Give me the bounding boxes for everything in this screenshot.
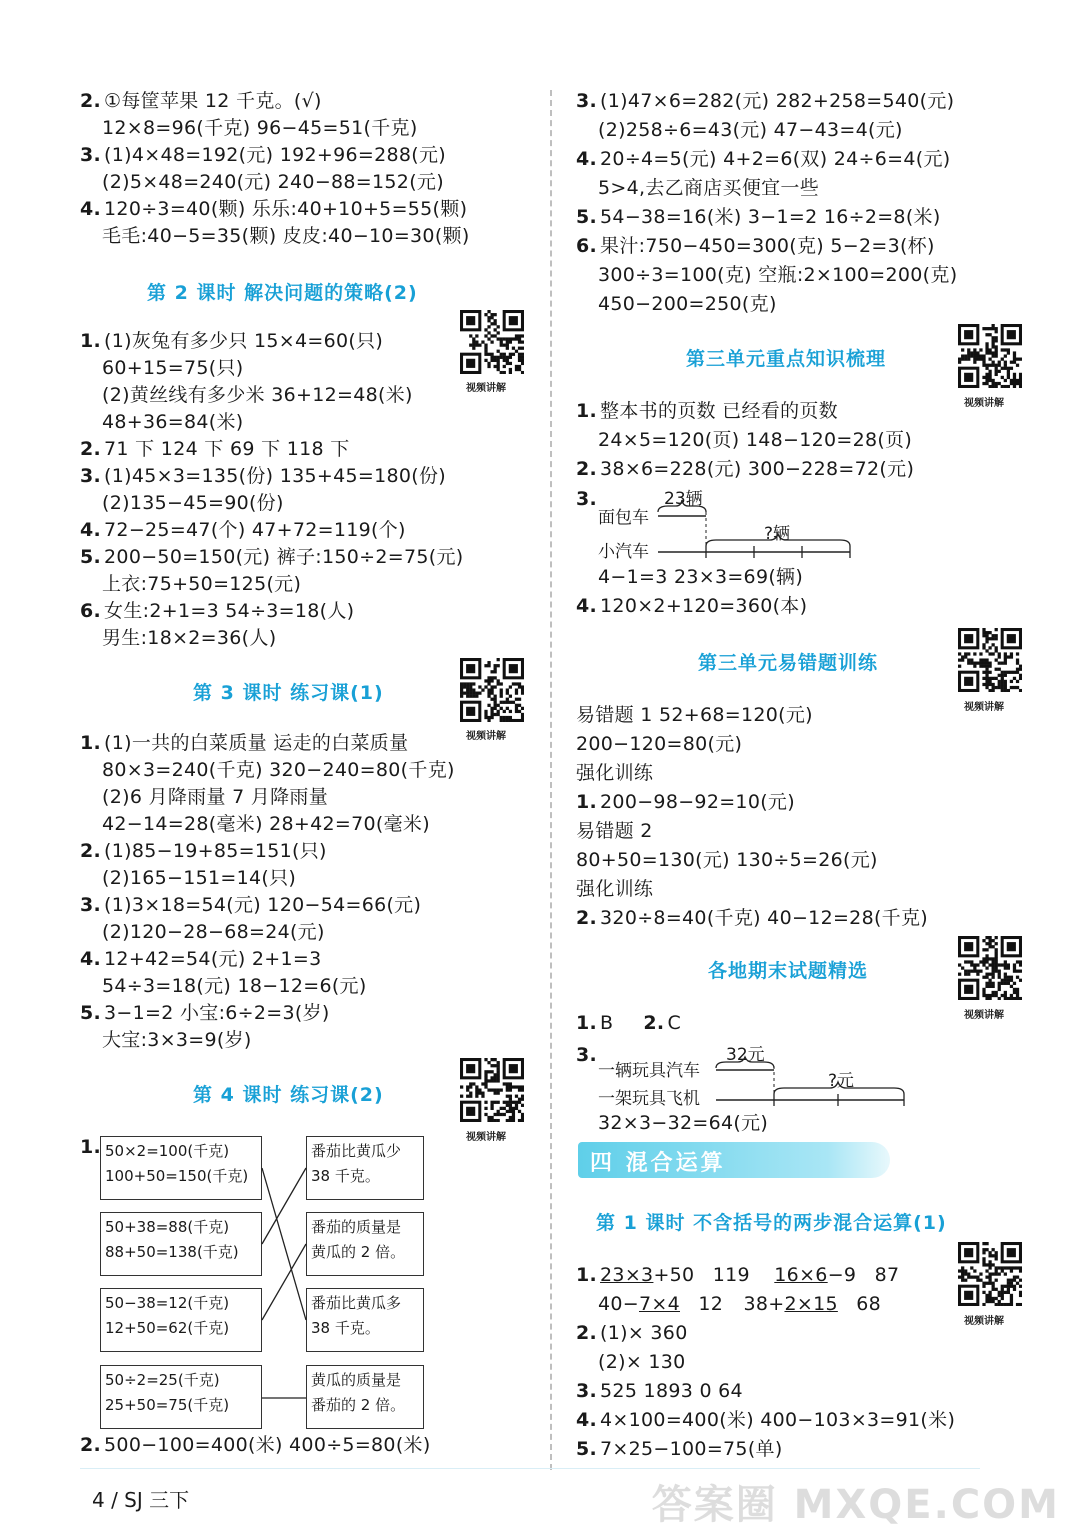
- page-footer: 4 / SJ 三下: [92, 1488, 190, 1512]
- answer-text: (2)165−151=14(只): [102, 867, 297, 889]
- answer-text: 12+42=54(元) 2+1=3: [104, 948, 322, 970]
- answer-text: ①每筐苹果 12 千克。(√): [104, 90, 322, 112]
- answer-text: 54÷3=18(元) 18−12=6(元): [102, 975, 367, 997]
- question-number: 4.: [576, 595, 598, 617]
- answer-text: 200−98−92=10(元): [600, 791, 795, 813]
- answer-text: (1)灰兔有多少只 15×4=60(只): [104, 330, 384, 352]
- answer-line: [576, 1407, 955, 1433]
- finals-answers: 1. B 2. C: [576, 1012, 682, 1034]
- u4-q1-row1: 1. 23×3+50 119 16×6−9 87: [576, 1264, 900, 1286]
- right-match-box: 番茄比黄瓜少 38 千克。: [306, 1136, 424, 1200]
- question-number: 1.: [80, 330, 102, 352]
- answer-line: [576, 1436, 783, 1462]
- watermark: 答案圈 MXQE.COM: [651, 1482, 1060, 1528]
- question-number: 5.: [576, 1438, 598, 1460]
- question-number: 1.: [80, 1136, 102, 1158]
- u4-q1-row2: 40−7×4 12 38+2×15 68: [598, 1293, 881, 1315]
- answer-text: (2)6 月降雨量 7 月降雨量: [102, 786, 329, 808]
- question-number: 2.: [576, 1322, 598, 1344]
- question-number: 3.: [80, 465, 102, 487]
- qr-caption: 视频讲解: [964, 702, 1004, 713]
- left-match-box: 50−38=12(千克) 12+50=62(千克): [100, 1288, 262, 1352]
- unit3-summary-title: 第三单元重点知识梳理: [686, 348, 887, 370]
- question-number: 3.: [80, 144, 102, 166]
- question-number: 6.: [80, 600, 102, 622]
- lesson4-title: 第 4 课时 练习课(2): [193, 1084, 384, 1106]
- answer-text: 整本书的页数 已经看的页数: [600, 400, 838, 422]
- answer-text: (2)135−45=90(份): [102, 492, 284, 514]
- answer-text: 强化训练: [576, 762, 654, 784]
- question-number: 2.: [80, 438, 102, 460]
- unit4-lesson1-title: 第 1 课时 不含括号的两步混合运算(1): [596, 1212, 947, 1234]
- answer-text: 525 1893 0 64: [600, 1380, 743, 1402]
- question-number: 3.: [576, 488, 598, 510]
- answer-text: 120×2+120=360(本): [600, 595, 808, 617]
- answer-text: (1)47×6=282(元) 282+258=540(元): [600, 90, 955, 112]
- lesson3-title: 第 3 课时 练习课(1): [193, 682, 384, 704]
- answer-text: 80+50=130(元) 130÷5=26(元): [576, 849, 878, 871]
- answer-text: 3−1=2 小宝:6÷2=3(岁): [104, 1002, 330, 1024]
- answer-text: 54−38=16(米) 3−1=2 16÷2=8(米): [600, 206, 941, 228]
- qr-caption: 视频讲解: [964, 1316, 1004, 1327]
- answer-text: 12×8=96(千克) 96−45=51(千克): [102, 117, 418, 139]
- answer-text: (1)一共的白菜质量 运走的白菜质量: [104, 732, 409, 754]
- question-number: 2.: [576, 458, 598, 480]
- answer-text: 200−50=150(元) 裤子:150÷2=75(元): [104, 546, 464, 568]
- answer-text: 7×25−100=75(单): [600, 1438, 783, 1460]
- answer-text: (2)258÷6=43(元) 47−43=4(元): [598, 119, 903, 141]
- answer-text: 24×5=120(页) 148−120=28(页): [598, 429, 913, 451]
- answer-text: 60+15=75(只): [102, 357, 244, 379]
- answer-text: 4−1=3 23×3=69(辆): [598, 566, 804, 588]
- diagram-row2-label: 小汽车: [598, 542, 649, 562]
- question-number: 1.: [80, 732, 102, 754]
- diagram-row1-label: 面包车: [598, 508, 649, 528]
- answer-text: 300÷3=100(克) 空瓶:2×100=200(克): [598, 264, 958, 286]
- answer-text: (2)5×48=240(元) 240−88=152(元): [102, 171, 444, 193]
- answer-text: 500−100=400(米) 400÷5=80(米): [104, 1434, 431, 1456]
- answer-text: 男生:18×2=36(人): [102, 627, 277, 649]
- question-number: 3.: [576, 1044, 598, 1066]
- left-match-box: 50+38=88(千克) 88+50=138(千克): [100, 1212, 262, 1276]
- left-match-box: 50×2=100(千克) 100+50=150(千克): [100, 1136, 262, 1200]
- question-number: 5.: [576, 206, 598, 228]
- question-number: 4.: [576, 1409, 598, 1431]
- footer-rule: [80, 1468, 980, 1469]
- answer-text: 320÷8=40(千克) 40−12=28(千克): [600, 907, 928, 929]
- question-number: 5.: [80, 546, 102, 568]
- qr-caption: 视频讲解: [466, 383, 506, 394]
- left-match-box: 50÷2=25(千克) 25+50=75(千克): [100, 1365, 262, 1429]
- answer-text: 71 下 124 下 69 下 118 下: [104, 438, 350, 460]
- answer-text: 果汁:750−450=300(克) 5−2=3(杯): [600, 235, 935, 257]
- question-number: 5.: [80, 1002, 102, 1024]
- question-number: 3.: [80, 894, 102, 916]
- question-number: 2.: [80, 1434, 102, 1456]
- finals-title: 各地期末试题精选: [708, 960, 869, 982]
- qr-caption: 视频讲解: [466, 731, 506, 742]
- diagram-top-label: 32元: [726, 1045, 765, 1065]
- answer-text: (2)120−28−68=24(元): [102, 921, 325, 943]
- finals-answer-line: 32×3−32=64(元): [598, 1112, 769, 1134]
- question-number: 4.: [576, 148, 598, 170]
- answer-text: 4×100=400(米) 400−103×3=91(米): [600, 1409, 956, 1431]
- answer-text: 200−120=80(元): [576, 733, 743, 755]
- diagram-mid-label: ?元: [828, 1071, 855, 1091]
- answer-line: [576, 1378, 743, 1404]
- answer-text: 20÷4=5(元) 4+2=6(双) 24÷6=4(元): [600, 148, 951, 170]
- right-match-box: 番茄的质量是 黄瓜的 2 倍。: [306, 1212, 424, 1276]
- diagram-row1-label: 一辆玩具汽车: [598, 1061, 700, 1081]
- qr-code-icon[interactable]: [958, 1242, 1022, 1306]
- diagram-top-label: 23辆: [664, 489, 703, 509]
- unit3-errors-title: 第三单元易错题训练: [698, 652, 879, 674]
- question-number: 1.: [576, 400, 598, 422]
- qr-caption: 视频讲解: [964, 398, 1004, 409]
- answer-text: 42−14=28(毫米) 28+42=70(毫米): [102, 813, 430, 835]
- question-number: 4.: [80, 198, 102, 220]
- answer-text: 5>4,去乙商店买便宜一些: [598, 177, 820, 199]
- answer-text: 大宝:3×3=9(岁): [102, 1029, 252, 1051]
- answer-text: 女生:2+1=3 54÷3=18(人): [104, 600, 355, 622]
- question-number: 2.: [576, 907, 598, 929]
- answer-line: [576, 1320, 688, 1346]
- answer-text: (1)85−19+85=151(只): [104, 840, 327, 862]
- qr-caption: 视频讲解: [466, 1132, 506, 1143]
- right-match-box: 番茄比黄瓜多 38 千克。: [306, 1288, 424, 1352]
- answer-text: (2)× 130: [598, 1351, 686, 1373]
- answer-text: 上衣:75+50=125(元): [102, 573, 302, 595]
- question-number: 6.: [576, 235, 598, 257]
- unit4-banner: 四 混合运算: [578, 1142, 890, 1178]
- answer-text: 72−25=47(个) 47+72=119(个): [104, 519, 406, 541]
- question-number: 4.: [80, 519, 102, 541]
- answer-text: 38×6=228(元) 300−228=72(元): [600, 458, 915, 480]
- lesson2-title: 第 2 课时 解决问题的策略(2): [147, 282, 418, 304]
- answer-text: 48+36=84(米): [102, 411, 244, 433]
- answer-text: (1)3×18=54(元) 120−54=66(元): [104, 894, 422, 916]
- question-number: 4.: [80, 948, 102, 970]
- question-number: 3.: [576, 1380, 598, 1402]
- diagram-mid-label: ?辆: [764, 524, 791, 544]
- answer-text: 120÷3=40(颗) 乐乐:40+10+5=55(颗): [104, 198, 468, 220]
- answer-text: (1)45×3=135(份) 135+45=180(份): [104, 465, 446, 487]
- qr-caption: 视频讲解: [964, 1010, 1004, 1021]
- answer-text: (1)× 360: [600, 1322, 688, 1344]
- answer-text: 450−200=250(克): [598, 293, 777, 315]
- question-number: 2.: [80, 840, 102, 862]
- answer-text: 毛毛:40−5=35(颗) 皮皮:40−10=30(颗): [102, 225, 470, 247]
- question-number: 3.: [576, 90, 598, 112]
- question-number: 2.: [80, 90, 102, 112]
- question-number: 1.: [576, 791, 598, 813]
- answer-text: 80×3=240(千克) 320−240=80(千克): [102, 759, 455, 781]
- answer-line: [598, 1349, 686, 1375]
- answer-text: 易错题 2: [576, 820, 653, 842]
- right-match-box: 黄瓜的质量是 番茄的 2 倍。: [306, 1365, 424, 1429]
- answer-text: 强化训练: [576, 878, 654, 900]
- answer-text: (1)4×48=192(元) 192+96=288(元): [104, 144, 446, 166]
- diagram-row2-label: 一架玩具飞机: [598, 1089, 700, 1109]
- answer-text: (2)黄丝线有多少米 36+12=48(米): [102, 384, 413, 406]
- answer-text: 易错题 1 52+68=120(元): [576, 704, 813, 726]
